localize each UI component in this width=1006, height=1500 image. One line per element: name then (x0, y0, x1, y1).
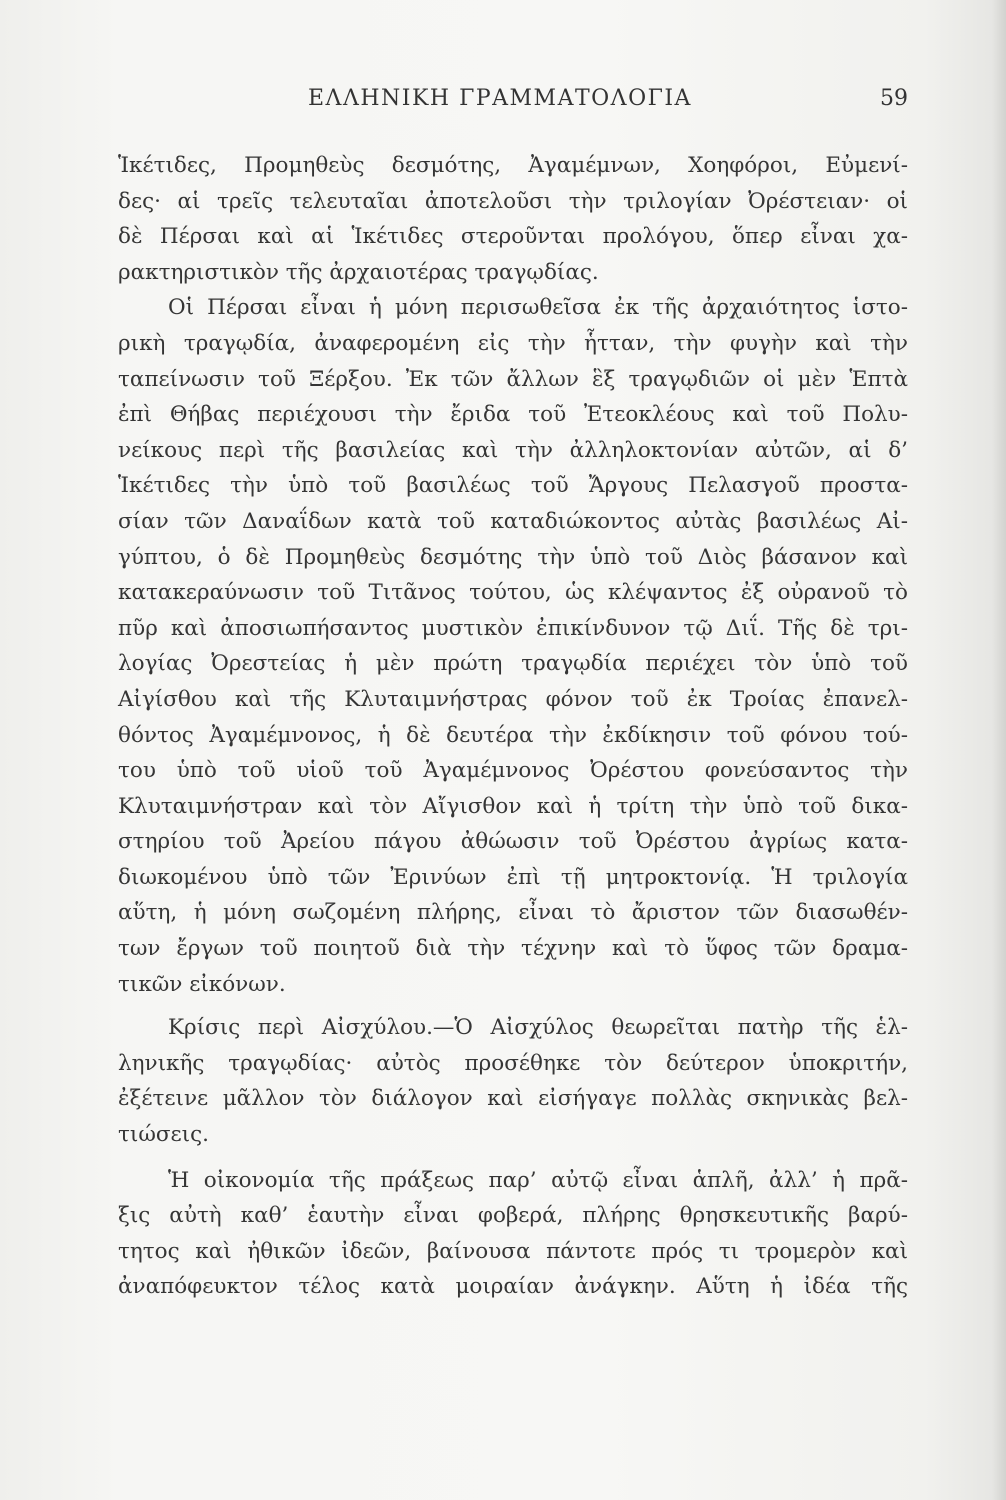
text-line: τικῶν εἰκόνων. (118, 971, 286, 997)
text-line: θόντος Ἀγαμέμνονος, ἡ δὲ δευτέρα τὴν ἐκδίκησιν τοῦ φόνου τού- (118, 722, 908, 748)
text-line: σίαν τῶν Δαναΐδων κατὰ τοῦ καταδιώκοντος αὐτὰς βασιλέως Αἰ- (118, 508, 908, 534)
text-line: του ὑπὸ τοῦ υἱοῦ τοῦ Ἀγαμέμνονος Ὀρέστου φονεύσαντος τὴν (118, 758, 908, 784)
text-line: ἐξέτεινε μᾶλλον τὸν διάλογον καὶ εἰσήγαγε πολλὰς σκηνικὰς βελ- (118, 1086, 908, 1112)
text-line: Ἡ οἰκονομία τῆς πράξεως παρ’ αὐτῷ εἶναι ἁπλῆ, ἀλλ’ ἡ πρᾶ- (168, 1167, 908, 1193)
page-number: 59 (880, 86, 908, 111)
text-line: Κρίσις περὶ Αἰσχύλου.—Ὁ Αἰσχύλος θεωρεῖται πατὴρ τῆς ἑλ- (168, 1015, 908, 1041)
page-edge (992, 0, 1006, 1500)
text-line: Κλυταιμνήστραν καὶ τὸν Αἴγισθον καὶ ἡ τρίτη τὴν ὑπὸ τοῦ δικα- (118, 793, 908, 819)
text-line: δες· αἱ τρεῖς τελευταῖαι ἀποτελοῦσι τὴν τριλογίαν Ὀρέστειαν· οἱ (118, 188, 908, 214)
body-text (118, 148, 908, 1305)
text-line: Αἰγίσθου καὶ τῆς Κλυταιμνήστρας φόνον τοῦ ἐκ Τροίας ἐπανελ- (118, 686, 908, 712)
text-line: νείκους περὶ τῆς βασιλείας καὶ τὴν ἀλληλοκτονίαν αὐτῶν, αἱ δ’ (118, 437, 908, 463)
text-line: ἀναπόφευκτον τέλος κατὰ μοιραίαν ἀνάγκην. Αὕτη ἡ ἰδέα τῆς (118, 1274, 908, 1300)
header-title: ΕΛΛΗΝΙΚΗ ΓΡΑΜΜΑΤΟΛΟΓΙΑ (308, 86, 692, 111)
text-line: λογίας Ὀρεστείας ἡ μὲν πρώτη τραγῳδία περιέχει τὸν ὑπὸ τοῦ (118, 651, 908, 677)
text-line: στηρίου τοῦ Ἀρείου πάγου ἀθώωσιν τοῦ Ὀρέστου ἀγρίως κατα- (118, 829, 908, 855)
text-line: Ἱκέτιδες τὴν ὑπὸ τοῦ βασιλέως τοῦ Ἄργους Πελασγοῦ προστα- (118, 473, 908, 499)
text-line: Οἱ Πέρσαι εἶναι ἡ μόνη περισωθεῖσα ἐκ τῆς ἀρχαιότητος ἱστο- (168, 295, 908, 321)
text-line: δὲ Πέρσαι καὶ αἱ Ἱκέτιδες στεροῦνται προλόγου, ὅπερ εἶναι χα- (118, 224, 908, 250)
text-line: διωκομένου ὑπὸ τῶν Ἐρινύων ἐπὶ τῇ μητροκτονίᾳ. Ἡ τριλογία (118, 864, 908, 890)
paragraph (118, 290, 908, 1002)
text-line: ληνικῆς τραγῳδίας· αὐτὸς προσέθηκε τὸν δεύτερον ὑποκριτήν, (118, 1050, 908, 1076)
text-line: Ἱκέτιδες, Προμηθεὺς δεσμότης, Ἀγαμέμνων, Χοηφόροι, Εὐμενί- (118, 153, 908, 178)
text-line: αὕτη, ἡ μόνη σωζομένη πλήρης, εἶναι τὸ ἄριστον τῶν διασωθέν- (118, 900, 908, 926)
paragraph (118, 1010, 908, 1152)
paragraph (118, 148, 908, 290)
running-header (118, 86, 908, 120)
paragraph (118, 1163, 908, 1305)
text-line: γύπτου, ὁ δὲ Προμηθεὺς δεσμότης τὴν ὑπὸ τοῦ Διὸς βάσανον καὶ (118, 544, 908, 570)
text-line: ρικὴ τραγῳδία, ἀναφερομένη εἰς τὴν ἧτταν, τὴν φυγὴν καὶ τὴν (118, 330, 908, 356)
text-line: πῦρ καὶ ἀποσιωπήσαντος μυστικὸν ἐπικίνδυνον τῷ Διΐ. Τῆς δὲ τρι- (118, 615, 908, 641)
text-line: ξις αὐτὴ καθ’ ἑαυτὴν εἶναι φοβερά, πλήρης θρησκευτικῆς βαρύ- (118, 1203, 908, 1229)
text-line: ρακτηριστικὸν τῆς ἀρχαιοτέρας τραγῳδίας. (118, 259, 599, 285)
text-line: τιώσεις. (118, 1122, 209, 1148)
text-line: των ἔργων τοῦ ποιητοῦ διὰ τὴν τέχνην καὶ τὸ ὕφος τῶν δραμα- (118, 936, 908, 962)
text-line: ἐπὶ Θήβας περιέχουσι τὴν ἔριδα τοῦ Ἐτεοκλέους καὶ τοῦ Πολυ- (118, 402, 908, 428)
text-line: τητος καὶ ἠθικῶν ἰδεῶν, βαίνουσα πάντοτε πρός τι τρομερὸν καὶ (118, 1238, 908, 1264)
text-line: ταπείνωσιν τοῦ Ξέρξου. Ἐκ τῶν ἄλλων ἓξ τραγῳδιῶν οἱ μὲν Ἑπτὰ (118, 366, 908, 392)
text-line: κατακεραύνωσιν τοῦ Τιτᾶνος τούτου, ὡς κλέψαντος ἐξ οὐρανοῦ τὸ (118, 580, 908, 606)
